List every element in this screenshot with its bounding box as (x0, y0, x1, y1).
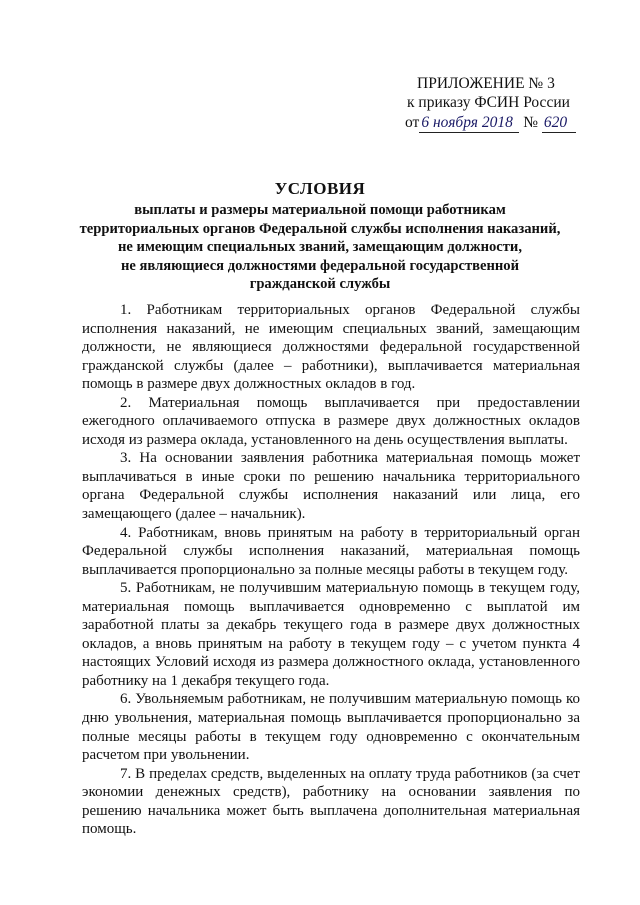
paragraph-3: 3. На основании заявления работника материальная помощь может выплачиваться в иные сроки по решению начальника территориального органа Федеральной службы исполнения наказаний или лица, его замещающего (далее – начальник). (82, 450, 580, 523)
heading-subtitle-line: не являющиеся должностями федеральной государственной (120, 257, 520, 274)
paragraph-6: 6. Увольняемым работникам, не получившим материальную помощь ко дню увольнения, материальная помощь выплачивается пропорционально за полные месяцы работы в текущем году одновременно с окончательным расчетом при увольнении. (82, 691, 580, 764)
handwritten-number: 620 (542, 113, 576, 133)
paragraph-5: 5. Работникам, не получившим материальную помощь в текущем году, материальная помощь выплачивается одновременно с выплатой им заработной платы за декабрь текущего года в размере двух должностных окладов, а вновь принятым на работу в текущем году – с учетом пункта 4 настоящих Условий исходя из размера должностного оклада, установленного работнику на 1 декабря текущего года. (82, 580, 580, 689)
paragraph-2: 2. Материальная помощь выплачивается при предоставлении ежегодного оплачиваемого отпуска в размере двух должностных окладов исходя из размера оклада, установленного на день осуществления выплаты. (82, 394, 580, 448)
paragraph-7: 7. В пределах средств, выделенных на оплату труда работников (за счет экономии денежных средств), работнику на основании заявления по решению начальника может быть выплачена дополнительная материальная помощь. (82, 765, 580, 838)
paragraph-4: 4. Работникам, вновь принятым на работу в территориальный орган Федеральной службы исполнения наказаний, материальная помощь выплачивается пропорционально за полные месяцы работы в текущем году. (82, 524, 580, 578)
document-heading (60, 178, 580, 294)
heading-subtitle-line: не имеющим специальных званий, замещающим должности, (118, 239, 522, 255)
paragraph-1: 1. Работникам территориальных органов Федеральной службы исполнения наказаний, не имеющим специальных званий, замещающим должности, не являющиеся должностями федеральной государственной гражданской службы (далее – работники), выплачивается материальная помощь в размере двух должностных окладов в год. (82, 302, 580, 393)
heading-subtitle-line: территориальных органов Федеральной службы исполнения наказаний, (79, 220, 561, 237)
heading-subtitle-line: выплаты и размеры материальной помощи работникам (134, 202, 506, 218)
attachment-order-ref: к приказу ФСИН России (407, 94, 570, 111)
heading-subtitle-line: гражданской службы (249, 276, 391, 292)
handwritten-date: 6 ноября 2018 (419, 113, 519, 133)
attachment-block (405, 74, 605, 133)
heading-subtitle (60, 201, 580, 294)
document-body (82, 301, 580, 839)
date-prefix: от (405, 114, 420, 131)
attachment-title: ПРИЛОЖЕНИЕ № 3 (417, 75, 555, 92)
heading-title: УСЛОВИЯ (274, 179, 366, 198)
attachment-date-line (405, 113, 605, 133)
number-prefix: № (523, 114, 538, 131)
